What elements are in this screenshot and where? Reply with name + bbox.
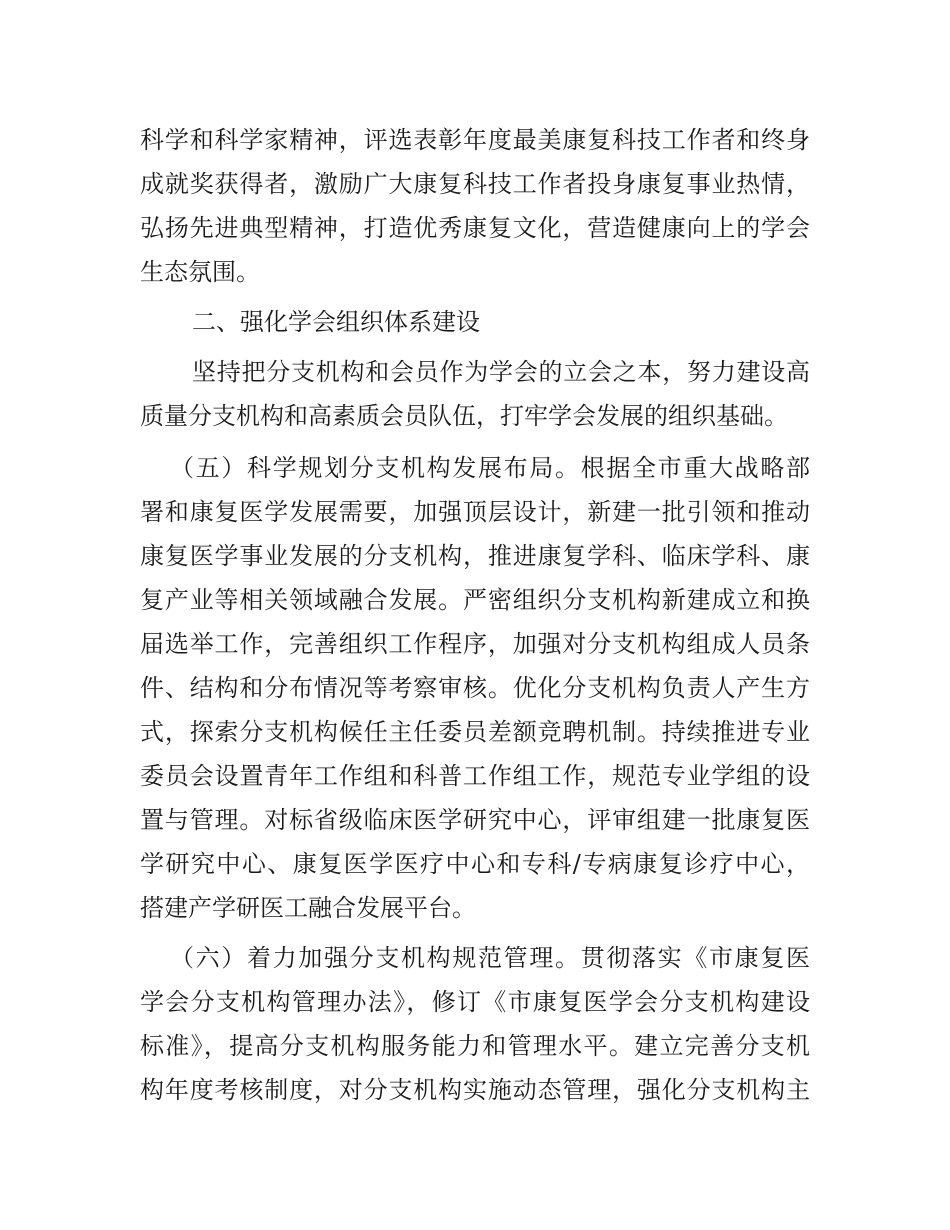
paragraph-line: （五）科学规划分支机构发展布局。根据全市重大战略部 (170, 454, 810, 482)
paragraph-line: 构年度考核制度，对分支机构实施动态管理，强化分支机构主 (140, 1076, 810, 1104)
paragraph-line: 康复医学事业发展的分支机构，推进康复学科、临床学科、康 (140, 542, 810, 570)
paragraph-line: 弘扬先进典型精神，打造优秀康复文化，营造健康向上的学会 (140, 214, 810, 242)
paragraph-line: 置与管理。对标省级临床医学研究中心，评审组建一批康复医 (140, 806, 810, 834)
section-heading: 二、强化学会组织体系建设 (192, 308, 480, 336)
paragraph-line: 标准》，提高分支机构服务能力和管理水平。建立完善分支机 (140, 1032, 810, 1060)
paragraph-line: 学研究中心、康复医学医疗中心和专科/专病康复诊疗中心， (140, 850, 810, 878)
paragraph-line: （六）着力加强分支机构规范管理。贯彻落实《市康复医 (170, 944, 810, 972)
paragraph-line: 搭建产学研医工融合发展平台。 (140, 894, 476, 922)
paragraph-line: 复产业等相关领域融合发展。严密组织分支机构新建成立和换 (140, 586, 810, 614)
paragraph-line: 署和康复医学发展需要，加强顶层设计，新建一批引领和推动 (140, 498, 810, 526)
paragraph-line: 成就奖获得者，激励广大康复科技工作者投身康复事业热情， (140, 170, 810, 198)
paragraph-line: 件、结构和分布情况等考察审核。优化分支机构负责人产生方 (140, 674, 810, 702)
paragraph-line: 生态氛围。 (140, 258, 260, 286)
paragraph-line: 委员会设置青年工作组和科普工作组工作，规范专业学组的设 (140, 762, 810, 790)
paragraph-line: 质量分支机构和高素质会员队伍，打牢学会发展的组织基础。 (140, 402, 788, 430)
paragraph-line: 届选举工作，完善组织工作程序，加强对分支机构组成人员条 (140, 630, 810, 658)
paragraph-line: 科学和科学家精神，评选表彰年度最美康复科技工作者和终身 (140, 126, 810, 154)
paragraph-line: 坚持把分支机构和会员作为学会的立会之本，努力建设高 (192, 358, 810, 386)
paragraph-line: 式，探索分支机构候任主任委员差额竞聘机制。持续推进专业 (140, 718, 810, 746)
paragraph-line: 学会分支机构管理办法》，修订《市康复医学会分支机构建设 (140, 988, 810, 1016)
